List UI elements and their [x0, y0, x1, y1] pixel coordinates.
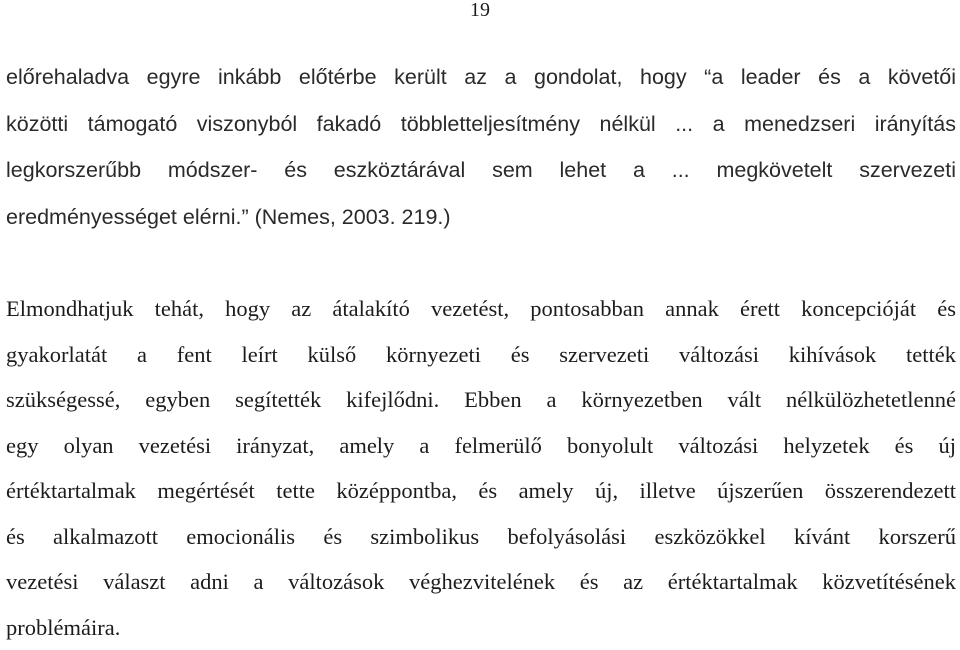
body-line: értéktartalmak megértését tette középpontba, és amely új, illetve újszerűen összerendezett — [6, 468, 956, 514]
quote-line: előrehaladva egyre inkább előtérbe került az a gondolat, hogy “a leader és a követői — [6, 54, 956, 101]
body-line: gyakorlatát a fent leírt külső környezeti és szervezeti változási kihívások tették — [6, 332, 956, 378]
quotation-paragraph — [6, 54, 956, 240]
quote-line: eredményességet elérni.” (Nemes, 2003. 219.) — [6, 194, 956, 241]
quote-line: közötti támogató viszonyból fakadó többletteljesítmény nélkül ... a menedzseri irányítás — [6, 101, 956, 148]
body-line: vezetési választ adni a változások véghezvitelének és az értéktartalmak közvetítésének — [6, 559, 956, 605]
body-line: problémáira. — [6, 605, 956, 650]
body-line: egy olyan vezetési irányzat, amely a felmerülő bonyolult változási helyzetek és új — [6, 423, 956, 469]
body-paragraph — [6, 286, 956, 650]
body-line: és alkalmazott emocionális és szimbolikus befolyásolási eszközökkel kívánt korszerű — [6, 514, 956, 560]
body-line: Elmondhatjuk tehát, hogy az átalakító vezetést, pontosabban annak érett koncepcióját és — [6, 286, 956, 332]
body-line: szükségessé, egyben segítették kifejlődni. Ebben a környezetben vált nélkülözhetetlenné — [6, 377, 956, 423]
quote-line: legkorszerűbb módszer- és eszköztárával sem lehet a ... megkövetelt szervezeti — [6, 147, 956, 194]
page-number: 19 — [470, 0, 490, 23]
